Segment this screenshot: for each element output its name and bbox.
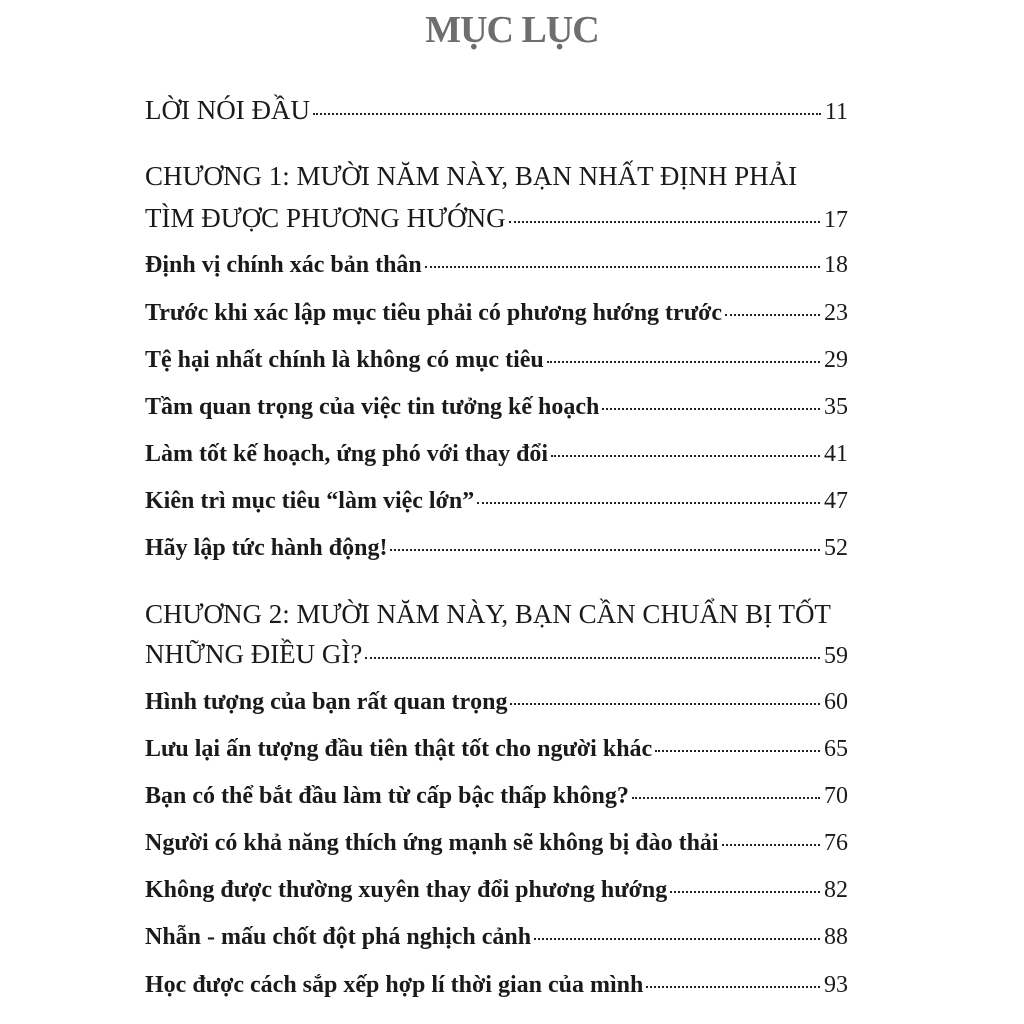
dot-leader	[551, 455, 820, 457]
toc-entry	[145, 877, 848, 904]
toc-entry-title: Hình tượng của bạn rất quan trọng	[145, 689, 508, 715]
dot-leader	[722, 844, 820, 846]
toc-entry-title: Tầm quan trọng của việc tin tưởng kế hoạch	[145, 394, 600, 420]
toc-entry	[145, 203, 848, 234]
dot-leader	[646, 986, 820, 988]
toc-entry-title: Làm tốt kế hoạch, ứng phó với thay đổi	[145, 441, 549, 467]
dot-leader	[510, 703, 820, 705]
dot-leader	[655, 750, 820, 752]
toc-entry	[145, 535, 848, 562]
toc-entry-page: 23	[824, 300, 848, 326]
dot-leader	[390, 549, 820, 551]
toc-entry-title: Học được cách sắp xếp hợp lí thời gian của mình	[145, 972, 644, 998]
toc-entry-page: 59	[824, 643, 848, 669]
dot-leader	[547, 361, 820, 363]
toc-entry-page: 60	[824, 689, 848, 715]
toc-entry-page: 41	[824, 441, 848, 467]
toc-entry-title: Định vị chính xác bản thân	[145, 252, 422, 278]
toc-entry	[145, 347, 848, 374]
toc-entry-title: Người có khả năng thích ứng mạnh sẽ không bị đào thải	[145, 830, 719, 856]
toc-entry-page: 76	[824, 830, 848, 856]
dot-leader	[534, 938, 820, 940]
toc-entry	[145, 972, 848, 999]
toc-entry-page: 17	[824, 207, 848, 233]
toc-entry-title: Hãy lập tức hành động!	[145, 535, 388, 561]
toc-entry-page: 18	[824, 252, 848, 278]
toc-entry	[145, 830, 848, 857]
toc-entry	[145, 161, 848, 192]
toc-entry-page: 35	[824, 394, 848, 420]
toc-entry-title: CHƯƠNG 1: MƯỜI NĂM NÀY, BẠN NHẤT ĐỊNH PHẢI	[145, 161, 798, 191]
toc-entry-title: CHƯƠNG 2: MƯỜI NĂM NÀY, BẠN CẦN CHUẨN BỊ TỐT	[145, 599, 831, 629]
toc-entry-title: NHỮNG ĐIỀU GÌ?	[145, 639, 363, 669]
toc-entry	[145, 300, 848, 327]
dot-leader	[632, 797, 820, 799]
toc-entry-page: 88	[824, 924, 848, 950]
toc-entry	[145, 441, 848, 468]
dot-leader	[509, 221, 820, 223]
toc-entry	[145, 783, 848, 810]
toc-entry	[145, 736, 848, 763]
dot-leader	[602, 408, 820, 410]
toc-entry-page: 93	[824, 972, 848, 998]
toc-entry-page: 65	[824, 736, 848, 762]
toc-entry	[145, 252, 848, 279]
toc-entry-page: 47	[824, 488, 848, 514]
dot-leader	[365, 657, 820, 659]
toc-entry-title: Không được thường xuyên thay đổi phương hướng	[145, 877, 668, 903]
toc-entry-title: TÌM ĐƯỢC PHƯƠNG HƯỚNG	[145, 203, 506, 233]
toc-entry	[145, 924, 848, 951]
toc-entry	[145, 689, 848, 716]
dot-leader	[670, 891, 820, 893]
toc-entry-title: Lưu lại ấn tượng đầu tiên thật tốt cho người khác	[145, 736, 653, 762]
page-title: MỤC LỤC	[425, 9, 599, 51]
toc-entry-title: Bạn có thể bắt đầu làm từ cấp bậc thấp không?	[145, 783, 629, 809]
toc-entry	[145, 394, 848, 421]
dot-leader	[425, 266, 820, 268]
toc-entry-title: Nhẫn - mấu chốt đột phá nghịch cảnh	[145, 924, 532, 950]
toc-entry	[145, 599, 848, 630]
toc-entry	[145, 488, 848, 515]
toc-entry-page: 52	[824, 535, 848, 561]
toc-entry-page: 11	[824, 99, 848, 125]
toc-entry-title: Trước khi xác lập mục tiêu phải có phương hướng trước	[145, 300, 723, 326]
dot-leader	[725, 314, 820, 316]
toc-entry	[145, 639, 848, 670]
toc-entry	[145, 95, 848, 126]
toc-entry-page: 82	[824, 877, 848, 903]
dot-leader	[477, 502, 820, 504]
dot-leader	[313, 113, 821, 115]
toc-entry-title: Kiên trì mục tiêu “làm việc lớn”	[145, 488, 475, 514]
toc-entry-page: 70	[824, 783, 848, 809]
toc-entry-page: 29	[824, 347, 848, 373]
toc-entry-title: LỜI NÓI ĐẦU	[145, 95, 310, 125]
toc-entry-title: Tệ hại nhất chính là không có mục tiêu	[145, 347, 544, 373]
